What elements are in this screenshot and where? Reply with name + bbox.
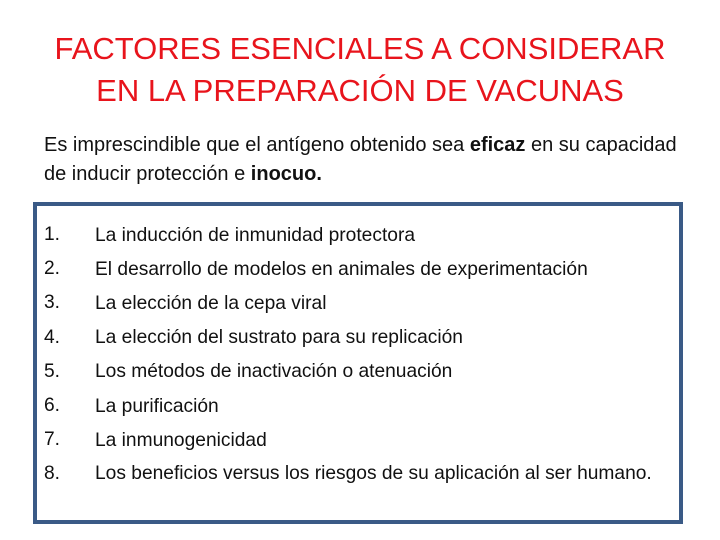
list-item-text: La purificación <box>95 395 219 417</box>
intro-bold-eficaz: eficaz <box>469 134 526 156</box>
list-item <box>44 457 684 493</box>
list-item <box>44 218 684 252</box>
list-item-text: La elección del sustrato para su replicación <box>95 327 463 349</box>
list-item <box>44 252 684 286</box>
list-item-number: 2. <box>44 258 61 280</box>
title-line-2: EN LA PREPARACIÓN DE VACUNAS <box>96 73 624 108</box>
intro-text-1: Es imprescindible que el antígeno obtenido sea <box>44 134 470 156</box>
list-item-text: El desarrollo de modelos en animales de experimentación <box>95 258 588 280</box>
intro-text-2: en su capacidad de inducir protección e <box>44 134 677 185</box>
intro-paragraph <box>44 131 694 189</box>
list-item-number: 4. <box>44 326 61 348</box>
list-item-text: La inducción de inmunidad protectora <box>95 224 416 246</box>
list-item-number: 5. <box>44 360 61 382</box>
list-item-number: 8. <box>44 463 61 485</box>
list-item-number: 7. <box>44 429 61 451</box>
list-item-number: 6. <box>44 394 61 416</box>
list-item <box>44 355 684 389</box>
list-item <box>44 423 684 457</box>
list-item <box>44 286 684 320</box>
list-item-number: 3. <box>44 292 61 314</box>
list-item-text: Los beneficios versus los riesgos de su aplicación al ser humano. <box>95 463 652 485</box>
slide-title <box>20 28 700 112</box>
list-item-text: La elección de la cepa viral <box>95 292 327 314</box>
list-item <box>44 389 684 423</box>
list-item-text: La inmunogenicidad <box>95 429 267 451</box>
list-item-number: 1. <box>44 224 61 245</box>
factors-list <box>44 218 684 493</box>
list-item <box>44 321 684 355</box>
list-item-text: Los métodos de inactivación o atenuación <box>95 361 453 383</box>
intro-bold-inocuo: inocuo. <box>250 163 322 185</box>
title-line-1: FACTORES ESENCIALES A CONSIDERAR <box>54 31 666 66</box>
